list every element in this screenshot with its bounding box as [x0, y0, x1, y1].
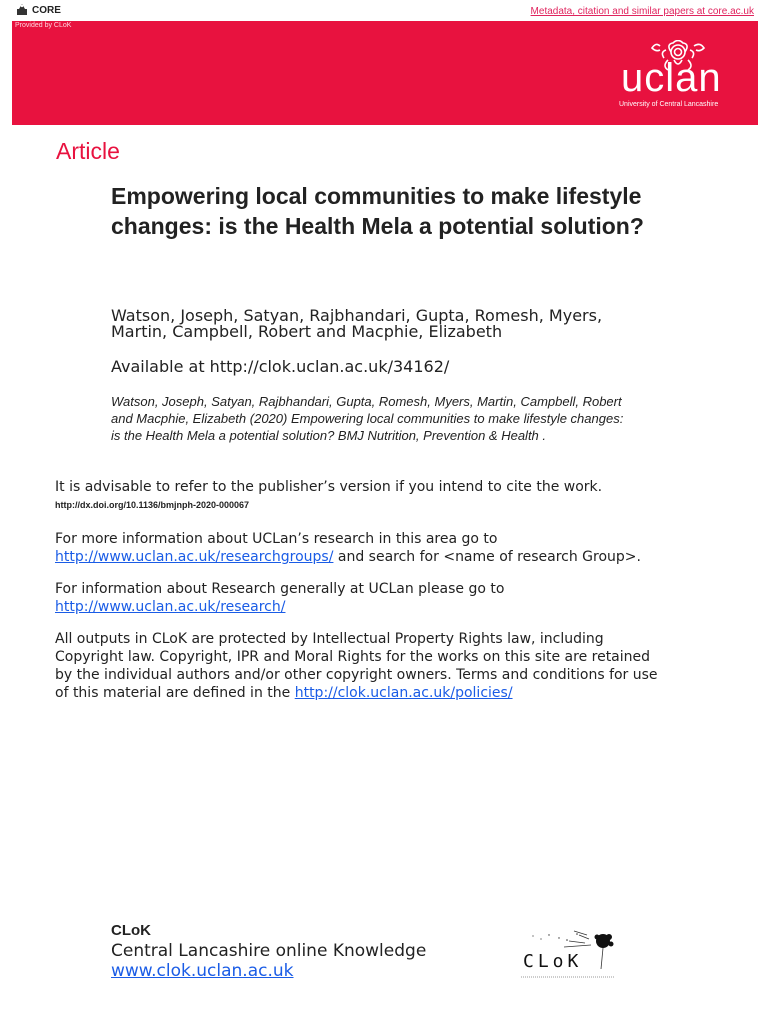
clok-logo-text: CLoK [523, 951, 583, 972]
uclan-logo-word: uclan [621, 56, 722, 100]
clok-website-link[interactable]: www.clok.uclan.ac.uk [111, 961, 294, 981]
author-line: Watson, Joseph, Satyan, Rajbhandari, Gupta, Romesh, Myers, [111, 306, 603, 325]
clok-full-name: Central Lancashire online Knowledge [111, 941, 427, 961]
copyright-line: Copyright law. Copyright, IPR and Moral Rights for the works on this site are retained [55, 649, 651, 665]
research-groups-line [55, 548, 735, 566]
available-at-url: Available at http://clok.uclan.ac.uk/34162/ [111, 357, 450, 376]
article-title [111, 181, 731, 241]
author-line: Martin, Campbell, Robert and Macphie, Elizabeth [111, 322, 503, 341]
copyright-line: by the individual authors and/or other copyright owners. Terms and conditions for use [55, 667, 658, 683]
copyright-line-text: of this material are defined in the [55, 685, 295, 701]
provided-by-strip [12, 21, 758, 33]
research-general-text: For information about Research generally at UCLan please go to [55, 581, 505, 597]
citation-line: is the Health Mela a potential solution? BMJ Nutrition, Prevention & Health . [111, 428, 547, 443]
citation-line: and Macphie, Elizabeth (2020) Empowering local communities to make lifestyle changes: [111, 411, 624, 426]
copyright-notice [55, 630, 735, 702]
document-type-label: Article [56, 138, 120, 164]
publisher-version-notice: It is advisable to refer to the publisher’s version if you intend to cite the work. [55, 479, 603, 495]
copyright-line [55, 684, 735, 702]
citation-line: Watson, Joseph, Satyan, Rajbhandari, Gupta, Romesh, Myers, Martin, Campbell, Robert [111, 394, 622, 409]
core-logo-text: CORE [32, 4, 61, 16]
research-general-link[interactable]: http://www.uclan.ac.uk/research/ [55, 599, 286, 615]
research-general-notice [55, 580, 735, 616]
research-groups-notice [55, 530, 735, 566]
uclan-logo-tagline: University of Central Lancashire [619, 101, 719, 108]
clok-abbreviation: CLoK [111, 922, 151, 939]
citation-text [111, 393, 731, 444]
research-groups-suffix: and search for <name of research Group>. [333, 549, 641, 565]
author-list [111, 308, 711, 340]
core-logo-icon [15, 3, 29, 17]
provided-by-text: Provided by CLoK [15, 22, 72, 29]
policies-link[interactable]: http://clok.uclan.ac.uk/policies/ [294, 685, 513, 701]
copyright-line: All outputs in CLoK are protected by Intellectual Property Rights law, including [55, 631, 604, 647]
core-metadata-link[interactable]: Metadata, citation and similar papers at core.ac.uk [530, 6, 754, 17]
research-groups-text: For more information about UCLan’s research in this area go to [55, 531, 498, 547]
article-title-line: changes: is the Health Mela a potential solution? [111, 213, 644, 239]
research-groups-link[interactable]: http://www.uclan.ac.uk/researchgroups/ [55, 549, 334, 565]
doi-link[interactable]: http://dx.doi.org/10.1136/bmjnph-2020-000067 [55, 500, 250, 510]
core-logo[interactable] [15, 3, 61, 17]
article-title-line: Empowering local communities to make lifestyle [111, 183, 642, 209]
